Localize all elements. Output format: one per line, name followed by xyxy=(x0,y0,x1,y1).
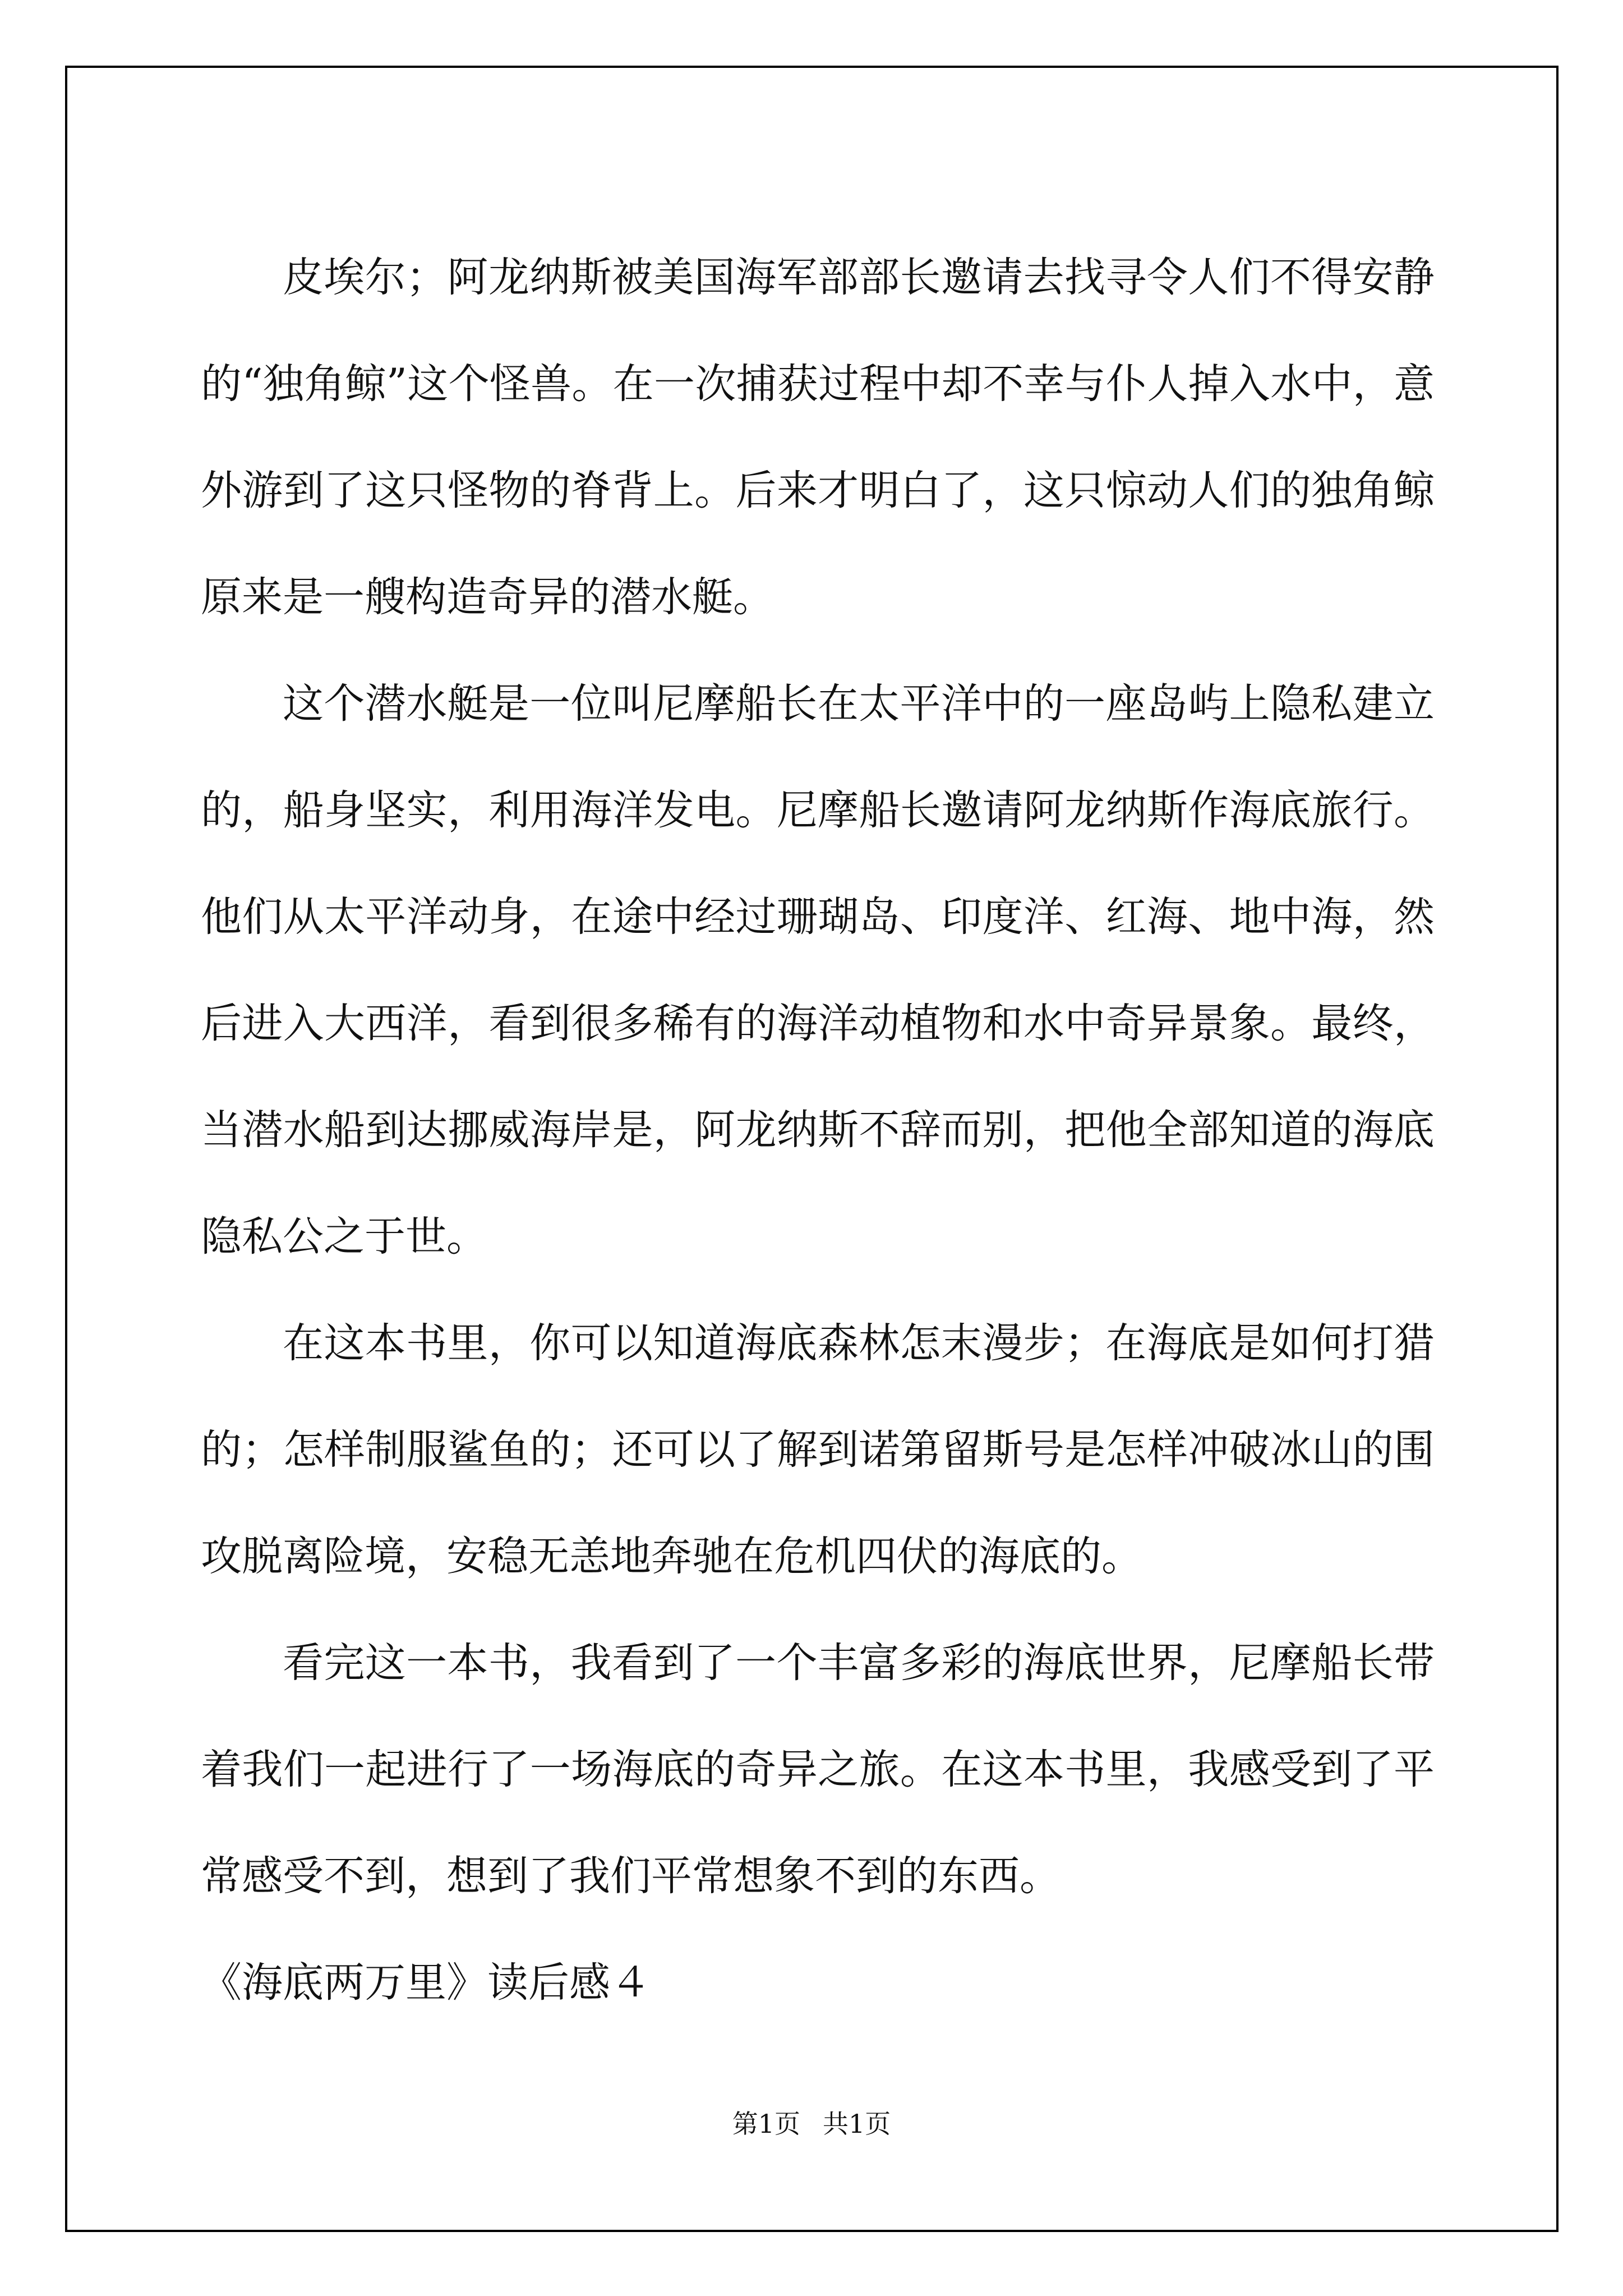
section-title: 《海底两万里》读后感４ xyxy=(201,1959,651,2007)
paragraph-2: 这个潜水艇是一位叫尼摩船长在太平洋中的一座岛屿上隐私建立的，船身坚实，利用海洋发电。尼摩船长邀请阿龙纳斯作海底旅行。他们从太平洋动身，在途中经过珊瑚岛、印度洋、红海、地中海，然后进入大西洋，看到很多稀有的海洋动植物和水中奇异景象。最终，当潜水船到达挪威海岸是，阿龙纳斯不辞而别，把他全部知道的海底隐私公之于世。 xyxy=(201,680,1435,1260)
document-body xyxy=(201,224,1435,2036)
page-number: 第1页 xyxy=(732,2109,800,2139)
paragraph-4: 看完这一本书，我看到了一个丰富多彩的海底世界，尼摩船长带着我们一起进行了一场海底的奇异之旅。在这本书里，我感受到了平常感受不到，想到了我们平常想象不到的东西。 xyxy=(201,1639,1435,1900)
page-footer xyxy=(0,2104,1623,2141)
page-total: 共1页 xyxy=(823,2109,891,2139)
paragraph-1: 皮埃尔；阿龙纳斯被美国海军部部长邀请去找寻令人们不得安静的“独角鲸”这个怪兽。在一次捕获过程中却不幸与仆人掉入水中，意外游到了这只怪物的脊背上。后来才明白了，这只惊动人们的独角鲸原来是一艘构造奇异的潜水艇。 xyxy=(201,254,1435,621)
paragraph-3: 在这本书里，你可以知道海底森林怎末漫步；在海底是如何打猎的；怎样制服鲨鱼的；还可以了解到诺第留斯号是怎样冲破冰山的围攻脱离险境，安稳无恙地奔驰在危机四伏的海底的。 xyxy=(201,1319,1435,1580)
